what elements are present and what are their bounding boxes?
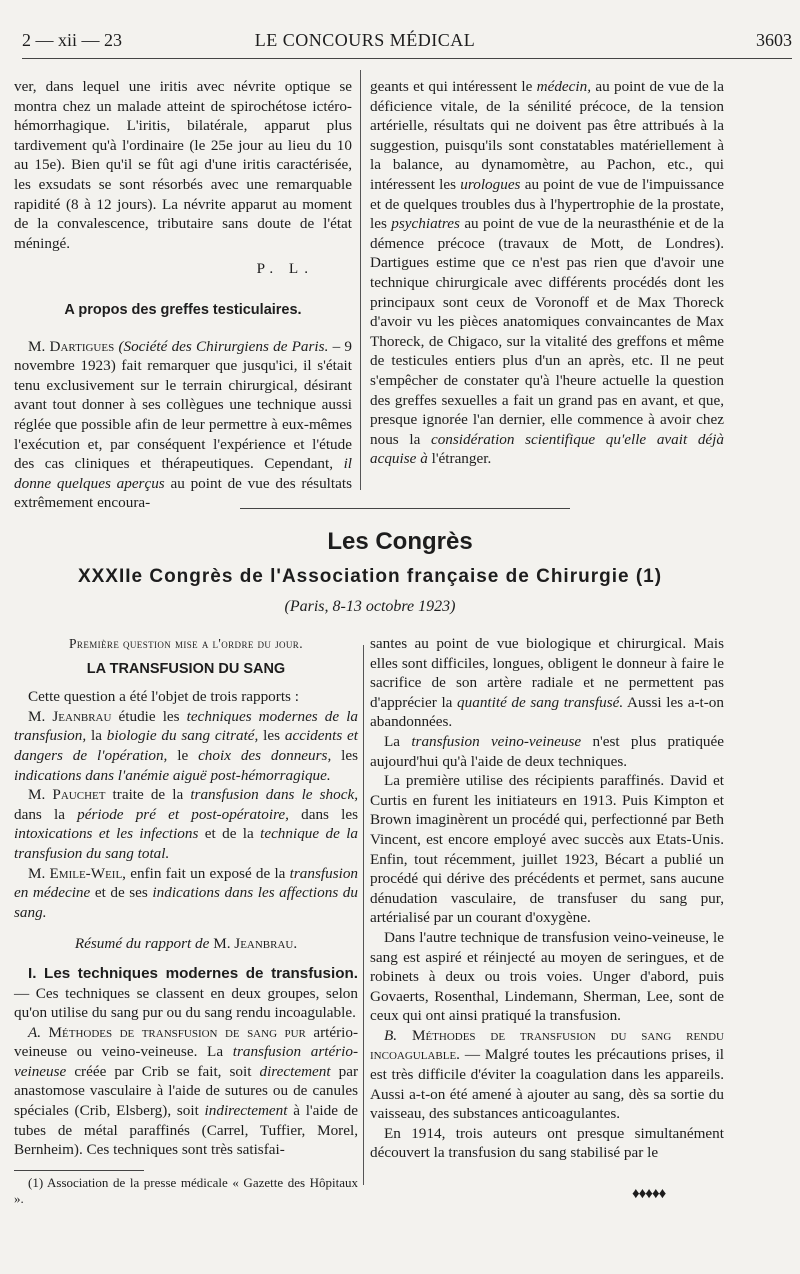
topic-heading: LA TRANSFUSION DU SANG: [86, 660, 286, 677]
intro-paragraph: Cette question a été l'objet de trois rapports :: [28, 688, 299, 706]
footnote: (1) Association de la presse médicale « Gazette des Hôpitaux ».: [14, 1174, 358, 1206]
dartigues-paragraph: M. Dartigues (Société des Chirurgiens de Paris. – 9 novembre 1923) fait remarquer que jusqu'ici, il s'était tenu exclusivement sur le terrain chirurgical, désirant avant tout donner à ses collègues une technique aussi réglée que possible afin de leur permettre à eux-mêmes l'exécution et, par conséquent l'expérience et l'étude des cas cliniques et thérapeutiques. Cependant, il donne quelques aperçus au point de vue des résultats extrêmement encoura-: [14, 337, 353, 512]
column-bottom-right: [370, 634, 724, 1163]
article-heading-greffes: A propos des greffes testiculaires.: [64, 301, 302, 318]
transfusion-paragraph-4: Dans l'autre technique de transfusion veino-veineuse, le sang est aspiré et réinjecté au moyen de seringues, et de robinets à deux ou trois voies. Unger d'abord, puis Govaerts, Rosenthal, Lindemann, Sherman, Lee, sont de ceux qui ont ainsi pratiqué la transfusion.: [370, 928, 724, 1025]
column-bottom-left: [14, 634, 358, 1207]
source-citation: (Société des Chirurgiens de Paris.: [118, 337, 329, 355]
iritis-paragraph: ver, dans lequel une iritis avec névrite optique se montra chez un malade atteint de spirochétose ictéro-hémorrhagique. L'iritis, bilatérale, apparut plus tardivement qu'à l'ordinaire (le 25e jour au lieu du 10 au 15e). Bien qu'il se fût agi d'une iritis caractérisée, les exsudats se sont résorbés avec une remarquable rapidité (8 à 12 jours). La névrite apparut au moment de la convalescence, tributaire sans doute de l'état méningé.: [14, 78, 352, 252]
jeanbrau-paragraph: M. Jeanbrau étudie les techniques modernes de la transfusion, la biologie du sang citraté, les accidents et dangers de l'opération, le choix des donneurs, les indications dans l'anémie aiguë post-hémorragique.: [14, 707, 359, 784]
transfusion-paragraph-2: La transfusion veino-veineuse n'est plus pratiquée aujourd'hui qu'à l'aide de deux techniques.: [370, 732, 725, 770]
continuation-ornament: ♦♦♦♦♦: [632, 1186, 666, 1202]
header-rule: [22, 58, 792, 59]
author-name: M. Dartigues: [28, 337, 115, 355]
emile-weil-paragraph: M. Emile-Weil, enfin fait un exposé de la transfusion en médecine et de ses indications dans les affections du sang.: [14, 864, 359, 921]
journal-title: LE CONCOURS MÉDICAL: [254, 30, 476, 50]
column-top-left: [14, 77, 352, 513]
issue-reference: 2 — xii — 23: [22, 30, 123, 50]
column-divider: [360, 70, 361, 490]
pauchet-paragraph: M. Pauchet traite de la transfusion dans le shock, dans la période pré et post-opératoire, dans les intoxications et les infections et de la technique de la transfusion du sang total.: [14, 786, 359, 862]
column-divider-bottom: [363, 645, 364, 1185]
congress-dateline: (Paris, 8-13 octobre 1923): [284, 598, 456, 615]
greffes-continuation: geants et qui intéressent le médecin, au point de vue de la déficience vitale, de la sénilité précoce, de la tension artérielle, résultats qui ne doivent pas être attribués à la suggestion, puisqu'ils sont constatables matériellement à la balance, au dynamomètre, au Pachon, etc., qui intéressent les urologues au point de vue de l'impuissance et de quelques troubles dus à l'hypertrophie de la prostate, les psychiatres au point de vue de la neurasthénie et de la démence précoce (travaux de Mott, de Londres). Dartigues estime que ce n'est pas rien que d'avoir une technique chirurgicale avec différents procédés dont les principaux sont ceux de Voronoff et de Max Thoreck d'avoir vu les pièces anatomiques convaincantes de Max Thoreck, de Chigaco, sur la vitalité des greffons et même de testicules entiers plus d'un an après, etc. Il ne peut s'empêcher de constater qu'à l'heure actuelle la question des greffes sexuelles a fait un grand pas en avant, et que, presque ignorée l'an dernier, elle commence à avoir chez nous la considération scientifique qu'elle avait déjà acquise à l'étranger.: [370, 78, 725, 468]
incoagulable-paragraph: B. Méthodes de transfusion du sang rendu incoagulable. — Malgré toutes les précautions prises, il est très difficile d'éviter la coagulation dans les appareils. Aussi a-t-on été amené à ajouter au sang, dès sa sortie du vaisseau, des substances anticoagulantes.: [370, 1026, 725, 1123]
congress-name: XXXIIe Congrès de l'Association française de Chirurgie (1): [77, 566, 663, 587]
column-top-right: [370, 77, 724, 469]
techniques-paragraph: I. Les techniques modernes de transfusion. — Ces techniques se classent en deux groupes, selon qu'on utilise du sang pur ou du sang rendu incoagulable.: [14, 964, 358, 1022]
transfusion-paragraph-1: santes au point de vue biologique et chirurgical. Mais elles sont difficiles, longues, obligent le donneur à faire le sacrifice de son artère radiale et ne permettent pas d'apprécier la quantité de sang transfusé. Aussi les a-t-on abandonnées.: [370, 635, 724, 731]
resume-heading: Résumé du rapport de M. Jeanbrau.: [74, 935, 298, 953]
footnote-rule: [14, 1170, 144, 1171]
sang-pur-paragraph: A. Méthodes de transfusion de sang pur artério-veineuse ou veino-veineuse. La transfusion artério-veineuse créée par Crib se fait, soit directement par anastomose vasculaire à l'aide de sutures ou de canules spéciales (Crib, Elsberg), soit indirectement à l'aide de tubes de métal paraffinés (Carrel, Tuffier, Morel, Bernheim). Ces techniques sont très satisfai-: [14, 1023, 359, 1159]
author-signature: P. L.: [256, 260, 314, 278]
page-header: [22, 30, 792, 56]
question-heading: Première question mise a l'ordre du jour.: [69, 636, 303, 651]
transfusion-paragraph-5: En 1914, trois auteurs ont presque simultanément découvert la transfusion du sang stabilisé par le: [370, 1124, 724, 1162]
transfusion-paragraph-3: La première utilise des récipients paraffinés. David et Curtis en furent les initiateurs en 1913. Puis Kimpton et Brown imaginèrent un procédé qui, perfectionné par Beth Vincent, est encore employé avec succès aux Etats-Unis. Enfin, tout récemment, juillet 1923, Bécart a publié un procédé qui dérive des précédents et permet, sans aucune dénudation vasculaire, de transfuser du sang pur, artérialisé par un courant d'oxygène.: [370, 772, 724, 927]
section-rule: [240, 508, 570, 509]
section-title: Les Congrès: [327, 528, 473, 555]
page-number: 3603: [756, 30, 792, 50]
